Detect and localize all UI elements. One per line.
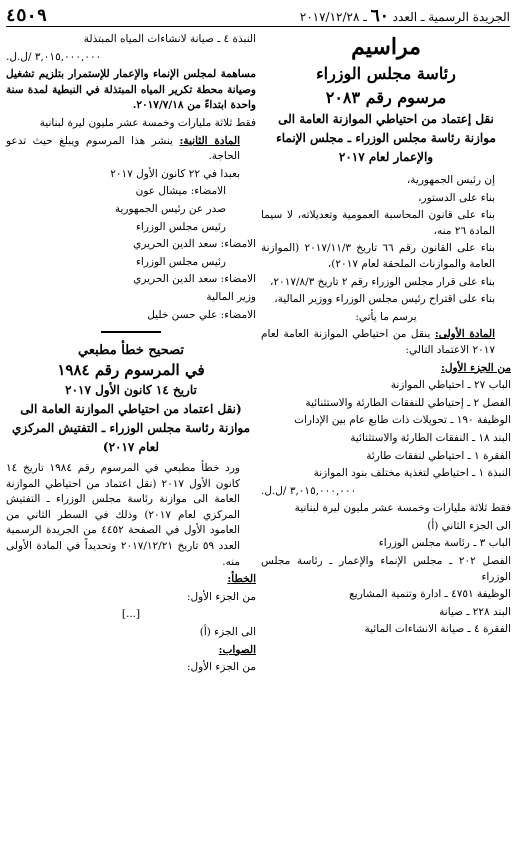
decree-formula: يرسم ما يأتي: [355,310,417,323]
page-header [6,6,510,27]
text-line: من الجزء الأول: [186,661,256,674]
correction-date: تاريخ ١٤ كانون الأول ٢٠١٧ [65,383,197,398]
decree-title: نقل إعتماد من احتياطي الموازنة العامة الى موازنة رئاسة مجلس الوزراء ـ مجلس الإنماء والإعمار لعام ٢٠١٧ [276,112,496,164]
preamble-line: بناء على قانون المحاسبة العمومية وتعديلاته، لا سيما المادة ٢٦ منه، [261,209,495,237]
signature: الامضاء: ميشال عون [135,185,226,198]
org-heading: رئاسة مجلس الوزراء [316,64,456,83]
ellipsis: [...] [121,608,141,621]
budget-line: البند ٢٢٨ ـ صيانة [439,605,511,618]
signature: الامضاء: علي حسن خليل [147,308,256,321]
correction-body: ورد خطأ مطبعي في المرسوم رقم ١٩٨٤ تاريخ ١٤ كانون الأول ٢٠١٧ (نقل اعتماد من احتياطي الموازنة العامة الى موازنة رئاسة مجلس الوزراء ـ التفتيش المركزي لعام ٢٠١٧) وذلك في السطر الثاني من العامود الأول في الصفحة ٤٤٥٢ من الجريدة الرسمية العدد ٥٩ تاريخ ٢٠١٧/١٢/٢١ وتحديداً في المادة الأولى منه. [6,462,241,568]
signatory-title: رئيس مجلس الوزراء [135,255,226,268]
issue-date: ـ ٢٠١٧/١٢/٢٨ [299,10,367,24]
page-number: ٤٥٠٩ [6,6,47,26]
correction-subtitle: (نقل اعتماد من احتياطي الموازنة العامة الى موازنة رئاسة مجلس الوزراء ـ التفتيش المركزي لعام ٢٠١٧) [11,402,251,455]
article-2 [6,134,256,165]
signature: الامضاء: سعد الدين الحريري [133,238,256,251]
signature: الامضاء: سعد الدين الحريري [133,273,256,286]
right-column [261,32,511,640]
signatory-title: وزير المالية [206,290,256,303]
budget-line: الباب ٢٧ ـ احتياطي الموازنة [390,379,511,392]
section-title: مراسيم [351,34,421,60]
wrong-label: الخطأ: [227,573,256,586]
budget-line: الوظيفة ١٩٠ ـ تحويلات ذات طابع عام بين الإدارات [294,414,511,427]
decree-number: مرسوم رقم ٢٠٨٣ [325,88,447,107]
amount-words: فقط ثلاثة مليارات وخمسة عشر مليون ليرة لبنانية [294,502,511,515]
issue-number: ٦٠ [370,6,389,26]
preamble-line: بناء على اقتراح رئيس مجلس الوزراء ووزير المالية، [274,293,495,306]
amount: ٣,٠١٥,٠٠٠,٠٠٠ /ل.ل. [261,484,357,497]
article-1-text: ينقل من احتياطي الموازنة العامة لعام ٢٠١٧ الاعتماد التالي: [261,328,495,356]
budget-line: النبذة ٤ ـ صيانة لانشاءات المياه المبتذلة [83,33,256,45]
from-part-1: من الجزء الأول: [440,361,511,374]
article-2-label: المادة الثانية: [179,134,240,147]
budget-line: الفصل ٢٠٢ ـ مجلس الإنماء والإعمار ـ رئاسة مجلس الوزراء [261,555,512,583]
journal-name: الجريدة الرسمية ـ العدد [392,10,510,24]
budget-line: الفقرة ١ ـ احتياطي لنفقات طارئة [366,449,511,462]
preamble-line: بناء على قرار مجلس الوزراء رقم ٢ تاريخ ٢٠١٧/٨/٣، [270,275,495,288]
budget-line: الى الجزء الثاني (أ) [427,519,511,532]
contribution-note: مساهمة لمجلس الإنماء والإعمار للإستمرار بتلزيم تشغيل وصيانة محطة تكرير المياه المبتذلة في النبطية لمدة سنة واحدة ابتداءً من ٢٠١٧/٧/١٨. [6,68,256,112]
signing-date: بعبدا في ٢٢ كانون الأول ٢٠١٧ [110,167,240,180]
left-column [6,32,256,678]
budget-line: الفقرة ٤ ـ صيانة الانشاءات المائية [364,623,511,636]
correction-decree: في المرسوم رقم ١٩٨٤ [57,361,205,380]
budget-line: الفصل ٢ ـ إحتياطي للنفقات الطارئة والاستثنائية [305,396,511,409]
preamble-line: بناء على الدستور، [418,191,495,204]
article-1 [261,327,511,358]
budget-line: النبذة ١ ـ احتياطي لتغذية مختلف بنود الموازنة [313,467,511,480]
budget-line: البند ١٨ ـ النفقات الطارئة والاستثنائية [350,431,511,444]
section-divider [101,329,161,335]
amount-words: فقط ثلاثة مليارات وخمسة عشر مليون ليرة لبنانية [39,116,256,129]
text-line: الى الجزء (أ) [199,626,256,639]
correct-label: الصواب: [218,643,256,656]
correction-title: تصحيح خطأ مطبعي [78,343,184,359]
signatory-title: رئيس مجلس الوزراء [135,220,226,233]
preamble-line: بناء على القانون رقم ٦٦ تاريخ ٢٠١٧/١١/٣ (الموازنة العامة والموازنات الملحقة لعام ٢٠١٧)، [261,242,495,270]
issued-by: صدر عن رئيس الجمهورية [114,202,226,215]
article-1-label: المادة الأولى: [434,328,495,341]
journal-title [300,6,510,26]
budget-line: الباب ٣ ـ رئاسة مجلس الوزراء [378,537,511,550]
amount: ٣,٠١٥,٠٠٠,٠٠٠ /ل.ل. [6,50,102,63]
article-2-text: ينشر هذا المرسوم ويبلغ حيث تدعو الحاجة. [6,134,240,163]
text-line: من الجزء الأول: [186,590,256,603]
budget-line: الوظيفة ٤٧٥١ ـ ادارة وتنمية المشاريع [349,588,511,601]
preamble-line: إن رئيس الجمهورية، [406,174,495,186]
